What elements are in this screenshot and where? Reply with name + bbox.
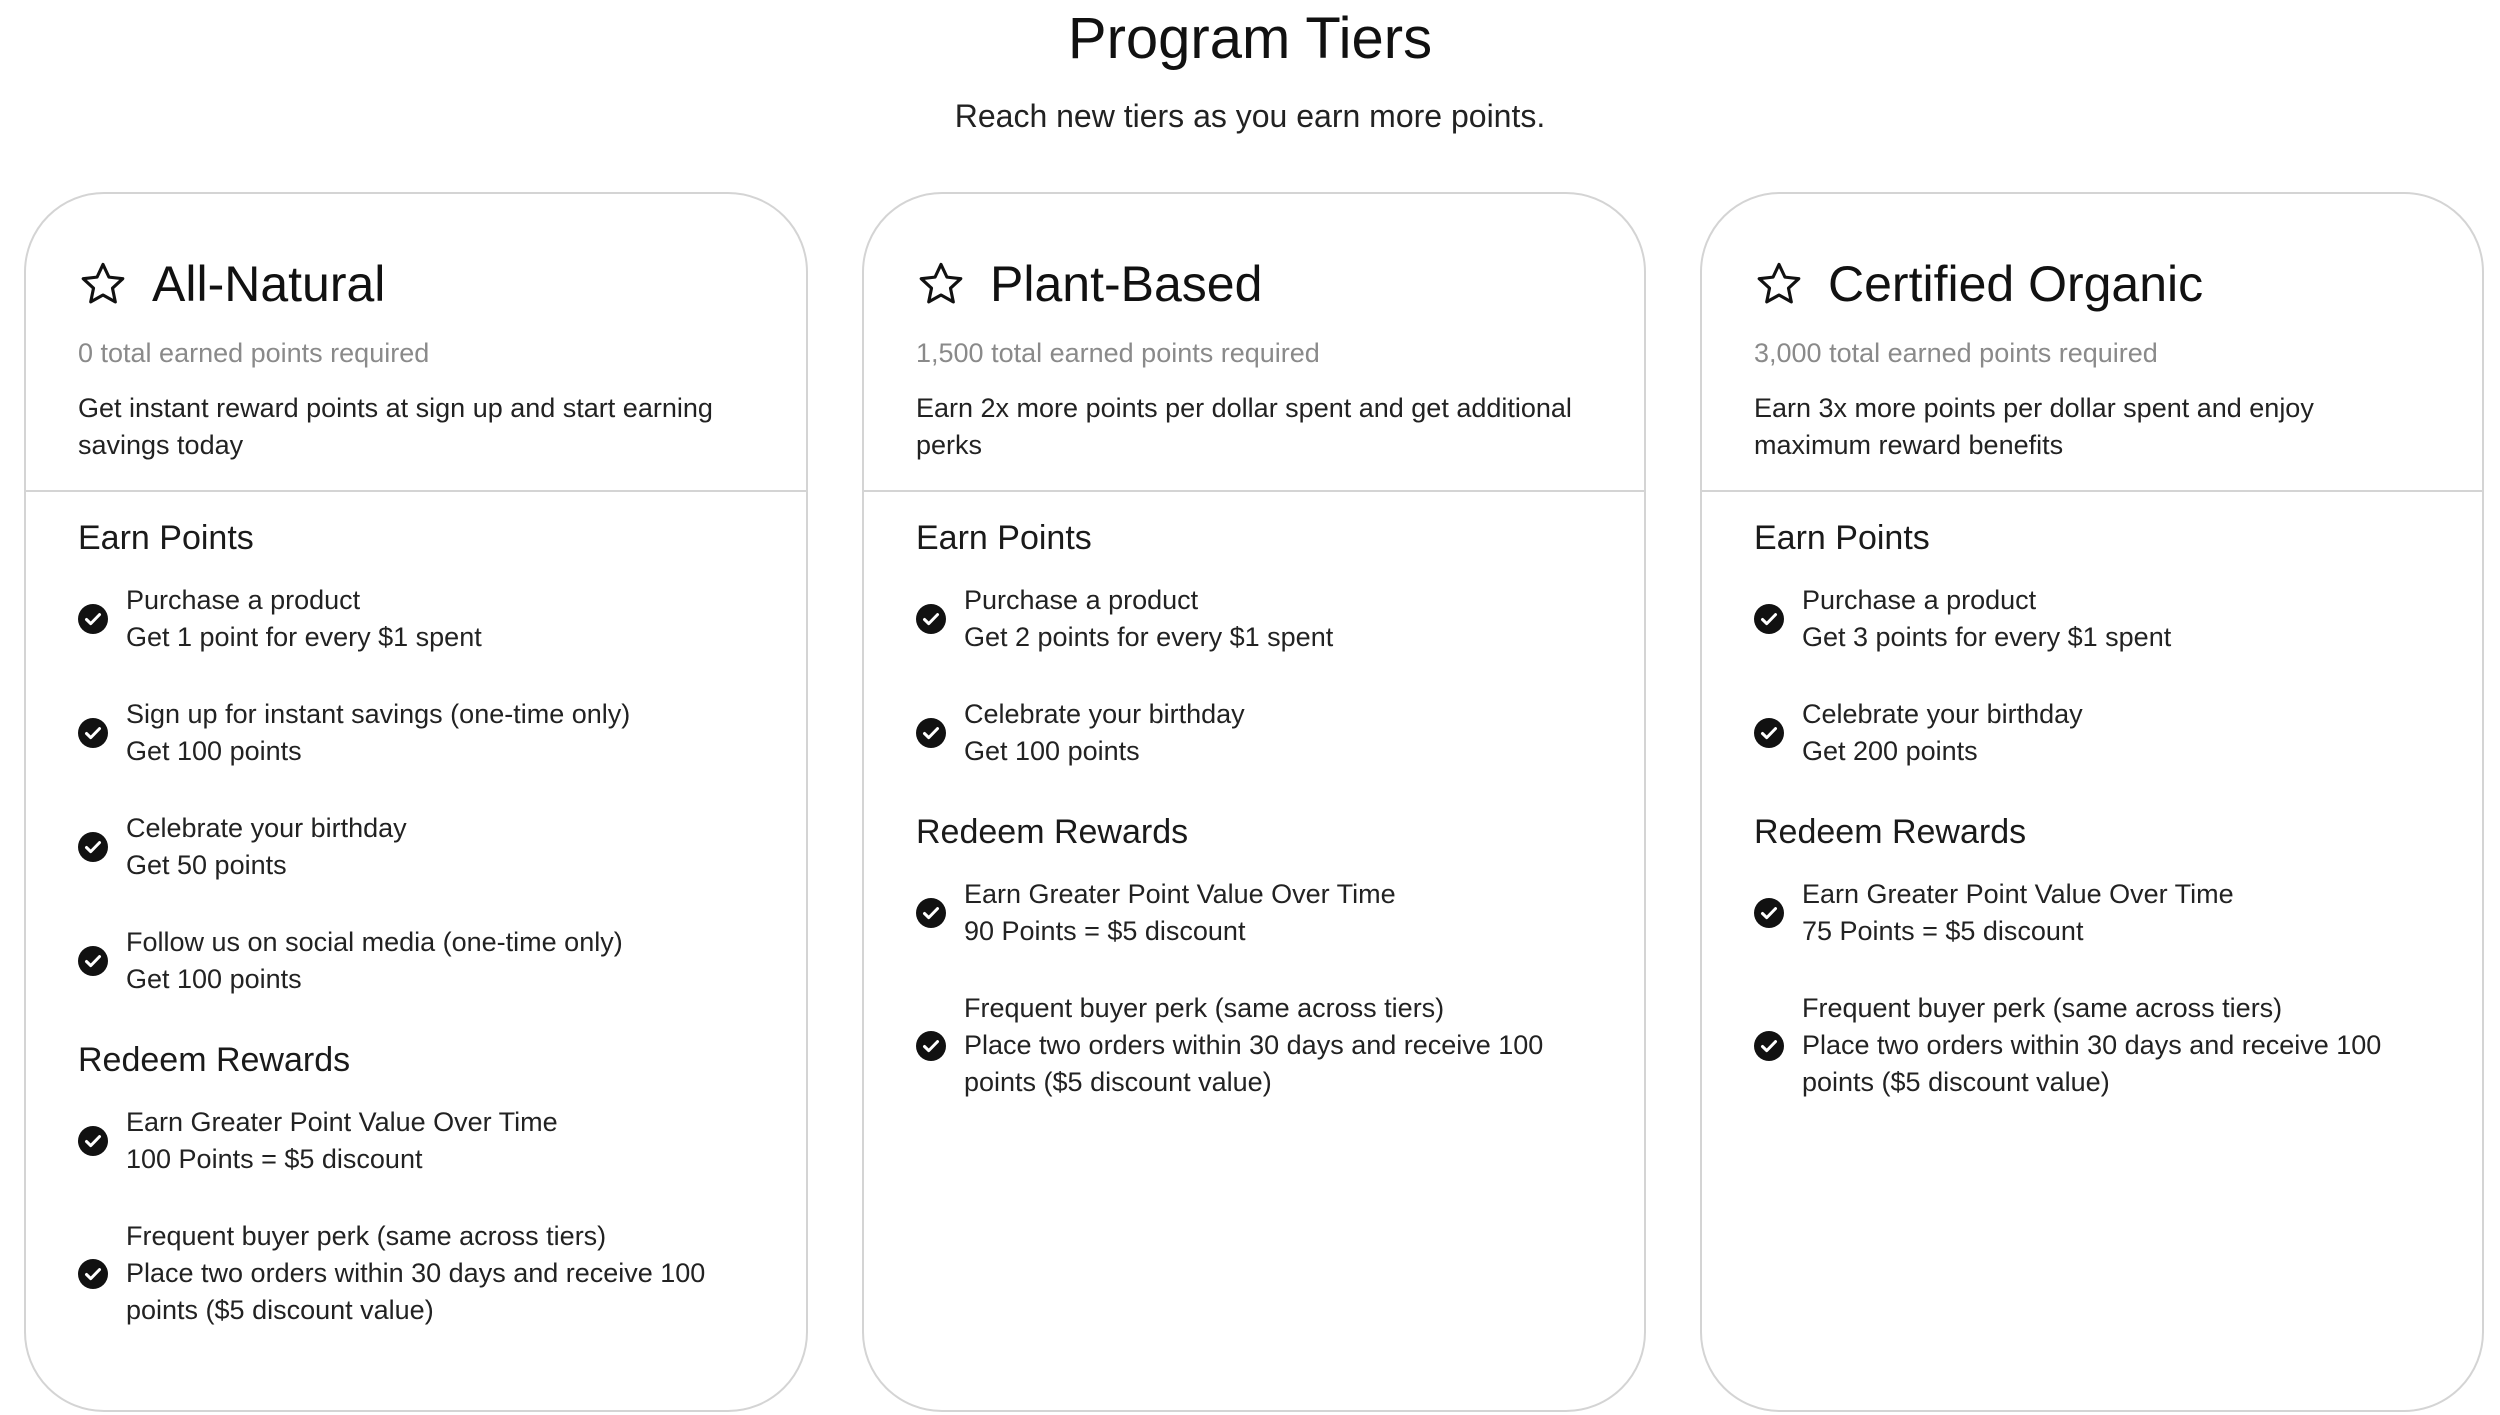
benefit-text — [1802, 990, 2430, 1101]
tier-description: Get instant reward points at sign up and start earning savings today — [78, 393, 713, 460]
tier-card-body — [26, 492, 806, 1329]
benefit-title: Frequent buyer perk (same across tiers) — [126, 1221, 607, 1251]
benefit-item — [1754, 876, 2430, 950]
benefit-detail: Get 200 points — [1802, 736, 1978, 766]
benefit-title: Earn Greater Point Value Over Time — [126, 1107, 558, 1137]
redeem-rewards-section — [78, 1038, 754, 1329]
tier-card-header — [26, 194, 806, 492]
check-circle-icon — [78, 832, 108, 862]
benefit-text — [126, 1104, 558, 1178]
benefit-item — [78, 924, 754, 998]
benefit-item — [916, 582, 1592, 656]
benefit-detail: 75 Points = $5 discount — [1802, 916, 2084, 946]
benefit-detail: Get 3 points for every $1 spent — [1802, 622, 2172, 652]
tier-card-body — [1702, 492, 2482, 1101]
earn-points-section — [1754, 516, 2430, 770]
tier-title-row — [916, 252, 1592, 316]
benefit-title: Purchase a product — [964, 585, 1199, 615]
section-title-earn: Earn Points — [1754, 519, 1930, 557]
benefit-title: Earn Greater Point Value Over Time — [964, 879, 1396, 909]
section-title-redeem: Redeem Rewards — [1754, 813, 2027, 851]
benefit-item — [78, 1218, 754, 1329]
section-title-redeem: Redeem Rewards — [916, 813, 1189, 851]
check-circle-icon — [1754, 604, 1784, 634]
check-circle-icon — [78, 1126, 108, 1156]
benefit-item — [78, 696, 754, 770]
benefit-text — [964, 696, 1245, 770]
star-icon — [1754, 259, 1804, 309]
benefit-detail: 90 Points = $5 discount — [964, 916, 1246, 946]
benefit-text — [126, 1218, 754, 1329]
check-circle-icon — [916, 898, 946, 928]
check-circle-icon — [1754, 898, 1784, 928]
check-circle-icon — [78, 718, 108, 748]
section-title-redeem: Redeem Rewards — [78, 1041, 351, 1079]
benefit-title: Frequent buyer perk (same across tiers) — [964, 993, 1445, 1023]
benefit-title: Purchase a product — [1802, 585, 2037, 615]
benefit-text — [1802, 582, 2171, 656]
check-circle-icon — [1754, 1031, 1784, 1061]
check-circle-icon — [78, 604, 108, 634]
earn-points-section — [916, 516, 1592, 770]
benefit-text — [126, 582, 482, 656]
benefit-detail: Place two orders within 30 days and receive 100 points ($5 discount value) — [964, 1030, 1544, 1097]
benefit-title: Sign up for instant savings (one-time only) — [126, 699, 631, 729]
tier-requirement: 1,500 total earned points required — [916, 338, 1320, 368]
benefit-text — [1802, 876, 2234, 950]
tier-title-row — [78, 252, 754, 316]
benefit-title: Purchase a product — [126, 585, 361, 615]
tier-card-certified-organic — [1700, 192, 2484, 1412]
benefit-item — [916, 696, 1592, 770]
tier-card-body — [864, 492, 1644, 1101]
check-circle-icon — [78, 946, 108, 976]
tier-description: Earn 3x more points per dollar spent and enjoy maximum reward benefits — [1754, 393, 2314, 460]
tier-requirement: 0 total earned points required — [78, 338, 430, 368]
benefit-item — [1754, 990, 2430, 1101]
tier-card-all-natural — [24, 192, 808, 1412]
benefit-text — [964, 876, 1396, 950]
benefit-text — [964, 582, 1333, 656]
benefit-item — [1754, 696, 2430, 770]
check-circle-icon — [78, 1259, 108, 1289]
check-circle-icon — [916, 1031, 946, 1061]
redeem-rewards-section — [916, 810, 1592, 1101]
benefit-detail: 100 Points = $5 discount — [126, 1144, 423, 1174]
page-subtitle: Reach new tiers as you earn more points. — [954, 98, 1546, 134]
benefit-detail: Get 50 points — [126, 850, 287, 880]
benefit-detail: Place two orders within 30 days and receive 100 points ($5 discount value) — [126, 1258, 706, 1325]
tier-name: All-Natural — [152, 256, 386, 312]
benefit-detail: Get 100 points — [126, 736, 302, 766]
earn-points-section — [78, 516, 754, 998]
benefit-title: Celebrate your birthday — [964, 699, 1245, 729]
tier-description: Earn 2x more points per dollar spent and get additional perks — [916, 393, 1572, 460]
benefit-title: Earn Greater Point Value Over Time — [1802, 879, 2234, 909]
benefit-title: Frequent buyer perk (same across tiers) — [1802, 993, 2283, 1023]
benefit-text — [126, 924, 623, 998]
benefit-detail: Get 100 points — [964, 736, 1140, 766]
benefit-text — [126, 810, 407, 884]
tier-title-row — [1754, 252, 2430, 316]
benefit-detail: Get 2 points for every $1 spent — [964, 622, 1334, 652]
benefit-item — [1754, 582, 2430, 656]
benefit-text — [1802, 696, 2083, 770]
redeem-rewards-section — [1754, 810, 2430, 1101]
section-title-earn: Earn Points — [916, 519, 1092, 557]
tier-card-header — [864, 194, 1644, 492]
benefit-item — [78, 810, 754, 884]
tier-name: Certified Organic — [1828, 256, 2204, 312]
tier-card-plant-based — [862, 192, 1646, 1412]
page-title: Program Tiers — [1067, 6, 1433, 71]
benefit-item — [916, 990, 1592, 1101]
benefit-title: Celebrate your birthday — [1802, 699, 2083, 729]
benefit-text — [964, 990, 1592, 1101]
benefit-item — [916, 876, 1592, 950]
star-icon — [78, 259, 128, 309]
tier-card-header — [1702, 194, 2482, 492]
benefit-title: Follow us on social media (one-time only) — [126, 927, 623, 957]
benefit-title: Celebrate your birthday — [126, 813, 407, 843]
benefit-detail: Place two orders within 30 days and receive 100 points ($5 discount value) — [1802, 1030, 2382, 1097]
tier-requirement: 3,000 total earned points required — [1754, 338, 2158, 368]
benefit-item — [78, 582, 754, 656]
section-title-earn: Earn Points — [78, 519, 254, 557]
benefit-item — [78, 1104, 754, 1178]
page-header — [0, 0, 2500, 136]
check-circle-icon — [916, 604, 946, 634]
tier-name: Plant-Based — [990, 256, 1263, 312]
benefit-detail: Get 1 point for every $1 spent — [126, 622, 482, 652]
benefit-detail: Get 100 points — [126, 964, 302, 994]
check-circle-icon — [1754, 718, 1784, 748]
check-circle-icon — [916, 718, 946, 748]
benefit-text — [126, 696, 630, 770]
star-icon — [916, 259, 966, 309]
